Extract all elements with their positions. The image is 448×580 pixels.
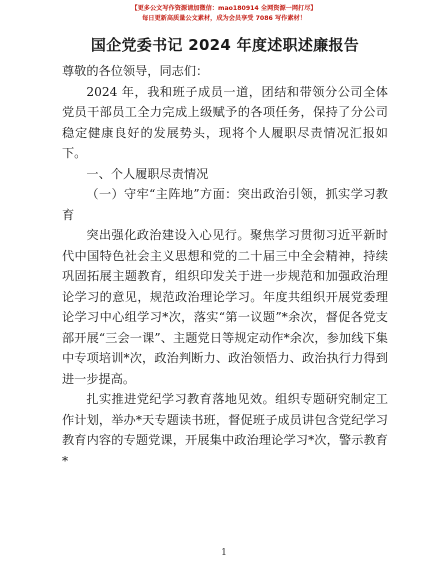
- section-heading-1: 一、个人履职尽责情况: [86, 166, 209, 181]
- document-title: 国企党委书记 2024 年度述职述廉报告: [90, 36, 360, 54]
- page-number: 1: [221, 548, 227, 558]
- promo-banner: [0, 4, 448, 24]
- body-paragraph-2: 扎实推进党纪学习教育落地见效。组织专题研究制定工作计划，举办*天专题读书班，督促班子成员讲包含党纪学习教育内容的专题党课，开展集中政治理论学习*次，警示教育*: [62, 392, 388, 468]
- subsection-heading-1: （一）守牢“主阵地”方面：突出政治引领，抓实学习教育: [62, 187, 388, 222]
- salutation: 尊敬的各位领导，同志们：: [62, 64, 209, 78]
- document-page: [62, 34, 388, 471]
- promo-banner-line-1: 【更多公文写作资源请加微信：mao180914 全网资源一网打尽】: [131, 5, 317, 12]
- promo-banner-line-2: 每日更新高质量公文素材，成为会员享受 7086 写作素材！: [142, 15, 306, 22]
- body-paragraph-1: 突出强化政治建设入心见行。聚焦学习贯彻习近平新时代中国特色社会主义思想和党的二十届三中全会精神，持续巩固拓展主题教育，组织印发关于进一步规范和加强政治理论学习的意见，规范政治理论学习。年度共组织开展党委理论学习中心组学习*次，落实“第一议题”*余次，督促各党支部开展“三会一课”、主题党日等规定动作*余次，参加线下集中专项培训*次，政治判断力、政治领悟力、政治执行力得到进一步提高。: [62, 228, 388, 386]
- intro-paragraph: 2024 年，我和班子成员一道，团结和带领分公司全体党员干部员工全力完成上级赋予的各项任务，保持了分公司稳定健康良好的发展势头，现将个人履职尽责情况汇报如下。: [62, 84, 388, 160]
